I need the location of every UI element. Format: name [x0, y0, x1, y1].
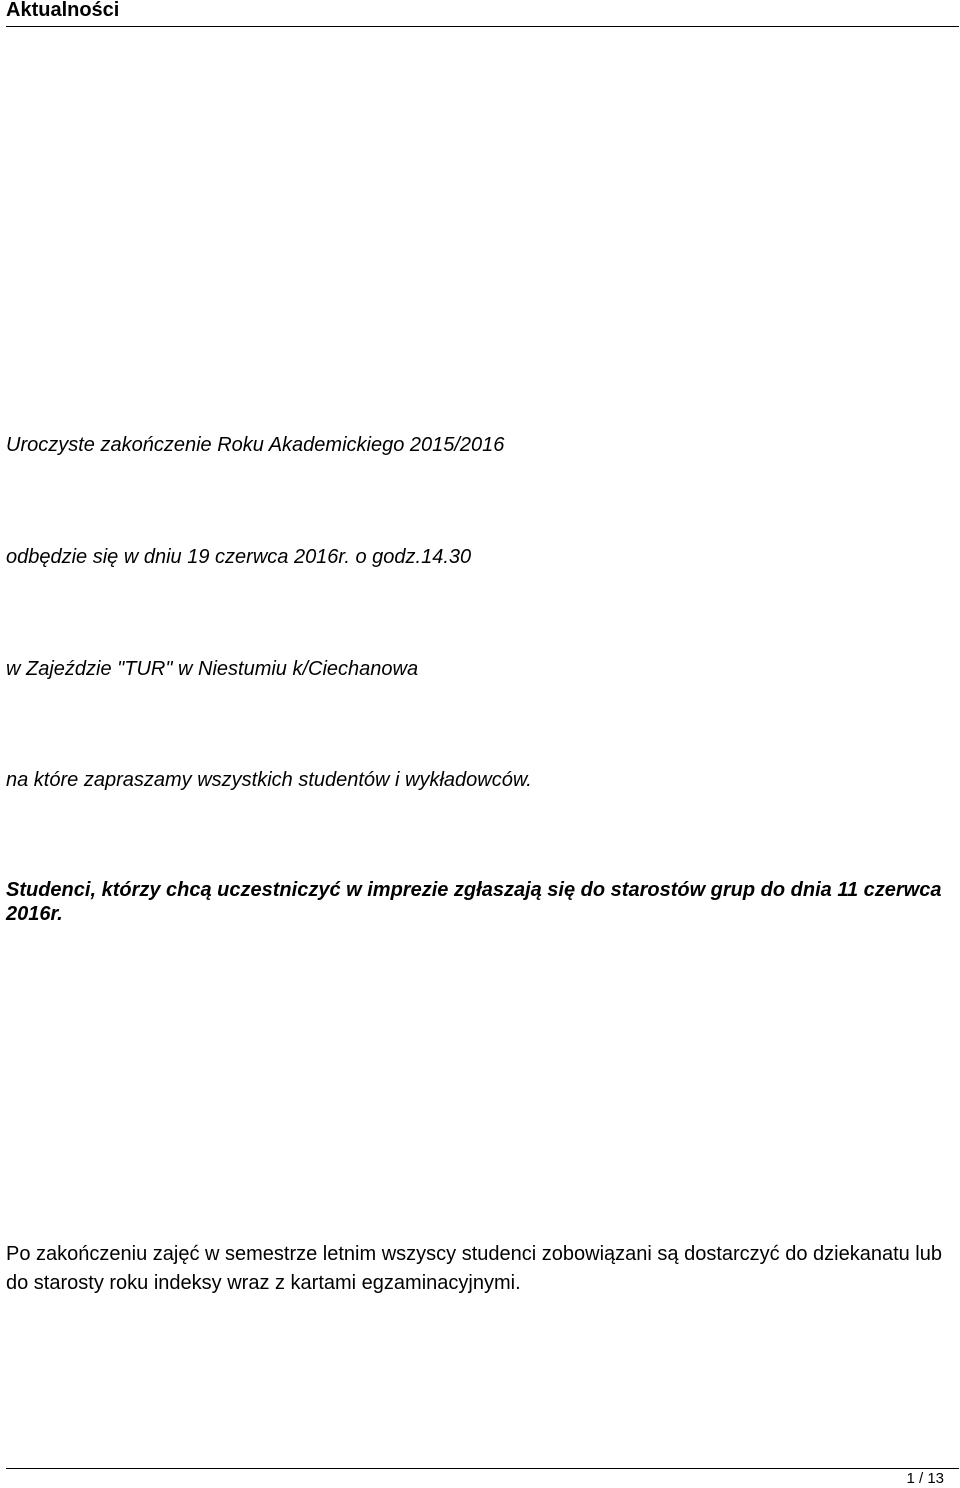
footer-divider [6, 1468, 959, 1469]
event-date: odbędzie się w dniu 19 czerwca 2016r. o godz.14.30 [6, 546, 472, 568]
header-divider [6, 26, 959, 27]
event-invitation: na które zapraszamy wszystkich studentów i wykładowców. [6, 769, 532, 791]
page-number: 1 / 13 [906, 1470, 944, 1487]
registration-notice: Studenci, którzy chcą uczestniczyć w imprezie zgłaszają się do starostów grup do dnia 11 czerwca 2016r. [6, 879, 942, 925]
documents-notice: Po zakończeniu zajęć w semestrze letnim wszyscy studenci zobowiązani są dostarczyć do dziekanatu lub do starosty roku indeksy wraz z kartami egzaminacyjnymi. [6, 1243, 942, 1294]
event-title: Uroczyste zakończenie Roku Akademickiego 2015/2016 [6, 434, 505, 456]
event-location: w Zajeździe "TUR" w Niestumiu k/Ciechanowa [6, 658, 419, 680]
page-title: Aktualności [6, 0, 120, 21]
